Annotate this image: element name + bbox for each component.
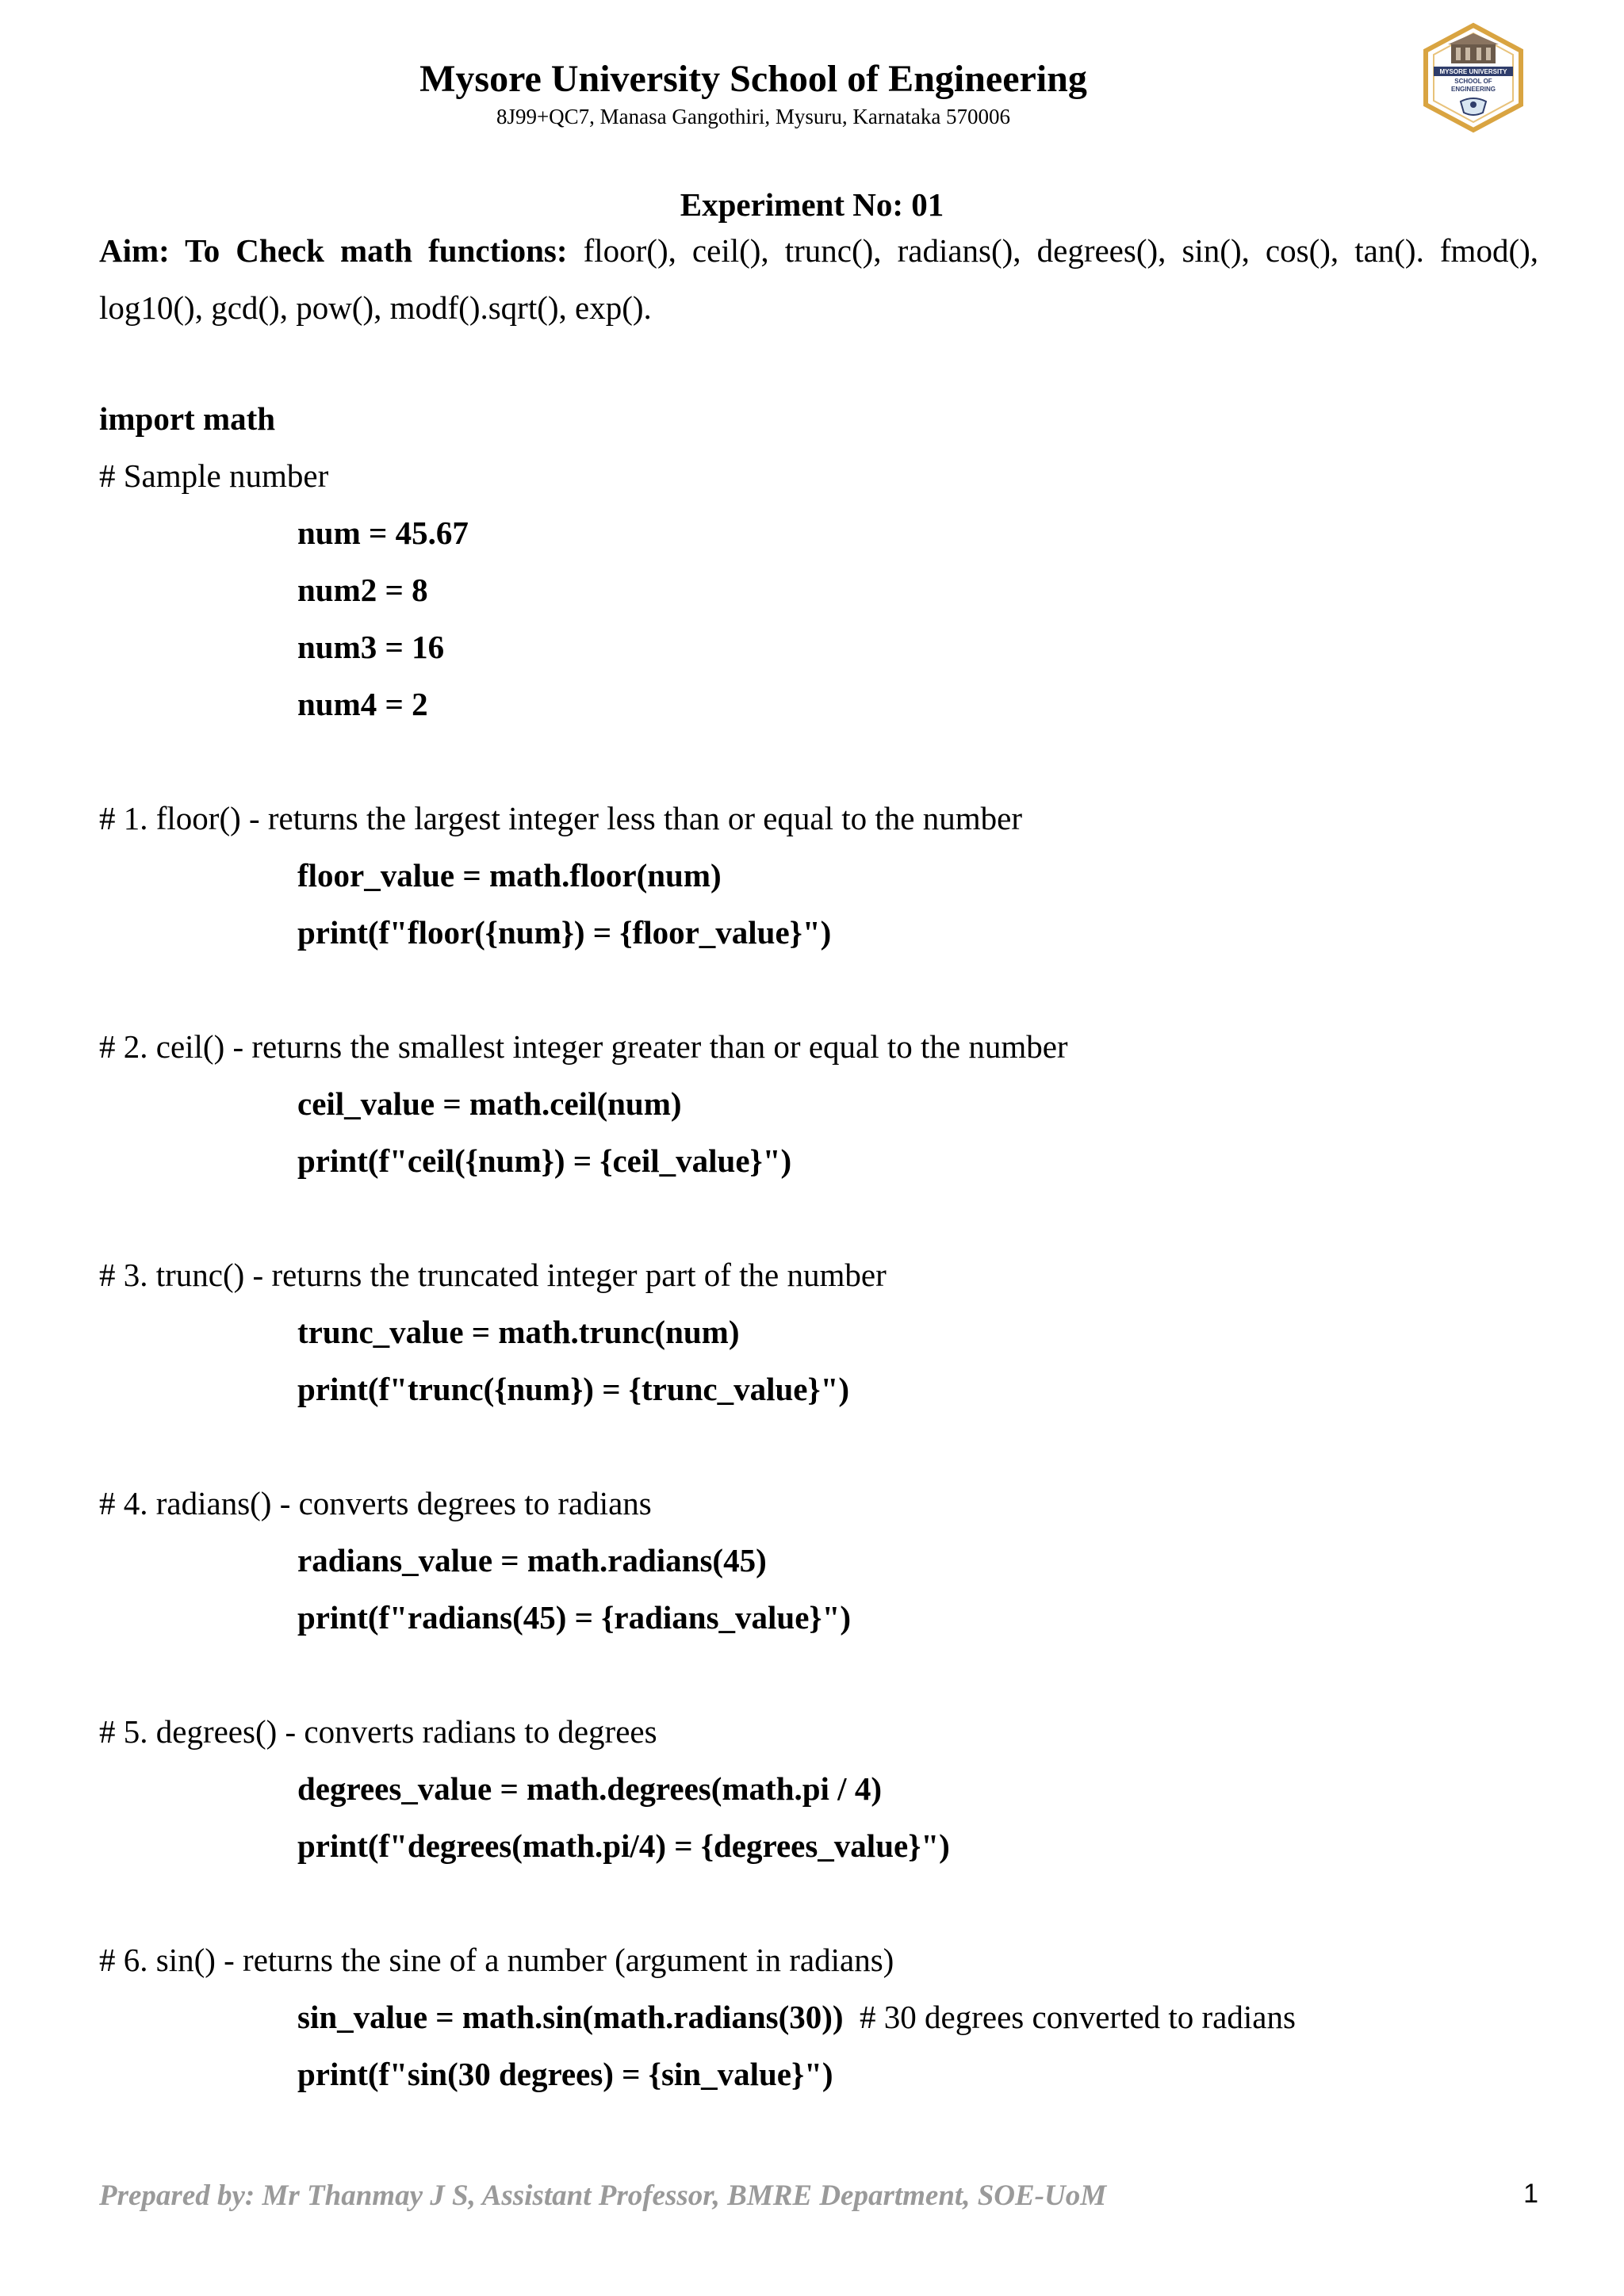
code-line	[99, 1760, 1538, 1817]
line-text: print(f"ceil({num}) = {ceil_value}")	[297, 1142, 792, 1179]
aim-functions-list: floor(), ceil(), trunc(), radians(), degrees(), sin(), cos(), tan(). fmod(), log10(), gcd(), pow(), modf().sqrt(), exp().	[99, 232, 1539, 326]
experiment-aim	[99, 222, 1538, 336]
code-line	[99, 618, 1538, 675]
line-text: print(f"radians(45) = {radians_value}")	[297, 1599, 852, 1636]
line-text: ceil_value = math.ceil(num)	[297, 1085, 682, 1122]
code-line	[99, 1360, 1538, 1418]
line-text: # 3. trunc() - returns the truncated integer part of the number	[99, 1257, 887, 1293]
logo-top-text: MYSORE UNIVERSITY	[1439, 68, 1507, 75]
comment-line	[99, 1018, 1538, 1075]
blank-line	[99, 1189, 1538, 1246]
line-text: # 6. sin() - returns the sine of a number (argument in radians)	[99, 1942, 894, 1978]
line-text: print(f"floor({num}) = {floor_value}")	[297, 914, 832, 951]
comment-line	[99, 1931, 1538, 1988]
comment-line	[99, 447, 1538, 504]
line-text: print(f"degrees(math.pi/4) = {degrees_value}")	[297, 1827, 950, 1864]
page-header	[0, 55, 1507, 130]
line-text: # 4. radians() - converts degrees to radians	[99, 1485, 652, 1521]
page-footer	[99, 2179, 1538, 2218]
code-line	[99, 1589, 1538, 1646]
institution-name: Mysore University School of Engineering	[419, 58, 1087, 100]
line-text: sin_value = math.sin(math.radians(30))	[297, 1999, 844, 2035]
line-text: radians_value = math.radians(45)	[297, 1542, 767, 1578]
logo-bottom-text: SCHOOL OF ENGINEERING	[1450, 78, 1496, 93]
code-line	[99, 561, 1538, 618]
code-line	[99, 1817, 1538, 1874]
comment-line	[99, 1246, 1538, 1303]
inline-comment: # 30 degrees converted to radians	[843, 1999, 1296, 2035]
code-line	[99, 1075, 1538, 1132]
line-text: num = 45.67	[297, 515, 469, 551]
line-text: floor_value = math.floor(num)	[297, 857, 722, 894]
code-listing	[99, 390, 1538, 2103]
line-text: num2 = 8	[297, 572, 428, 608]
code-line	[99, 1532, 1538, 1589]
blank-line	[99, 1646, 1538, 1703]
page-number: 1	[1523, 2179, 1538, 2209]
blank-line	[99, 733, 1538, 790]
line-text: # 1. floor() - returns the largest integer less than or equal to the number	[99, 800, 1022, 836]
code-line	[99, 675, 1538, 733]
blank-line	[99, 1874, 1538, 1931]
line-text: import math	[99, 400, 276, 437]
comment-line	[99, 1703, 1538, 1760]
blank-line	[99, 961, 1538, 1018]
line-text: print(f"sin(30 degrees) = {sin_value}")	[297, 2056, 833, 2092]
prepared-by-note: Prepared by: Mr Thanmay J S, Assistant Professor, BMRE Department, SOE-UoM	[99, 2179, 1107, 2212]
aim-label: Aim: To Check math functions:	[99, 232, 568, 269]
code-line	[99, 2045, 1538, 2103]
code-line	[99, 1303, 1538, 1360]
line-text: trunc_value = math.trunc(num)	[297, 1314, 740, 1350]
code-line	[99, 1132, 1538, 1189]
university-crest-logo	[1419, 22, 1527, 133]
code-line	[99, 504, 1538, 561]
comment-line	[99, 1475, 1538, 1532]
comment-line	[99, 790, 1538, 847]
import-statement	[99, 390, 1538, 447]
institution-address: 8J99+QC7, Manasa Gangothiri, Mysuru, Karnataka 570006	[496, 105, 1011, 128]
line-text: # Sample number	[99, 457, 329, 494]
experiment-title: Experiment No: 01	[680, 186, 944, 223]
blank-line	[99, 1418, 1538, 1475]
line-text: print(f"trunc({num}) = {trunc_value}")	[297, 1371, 850, 1407]
line-text: num4 = 2	[297, 686, 428, 722]
line-text: num3 = 16	[297, 629, 445, 665]
line-text: degrees_value = math.degrees(math.pi / 4)	[297, 1770, 882, 1807]
line-text: # 5. degrees() - converts radians to degrees	[99, 1713, 657, 1750]
code-line	[99, 847, 1538, 904]
line-text: # 2. ceil() - returns the smallest integer greater than or equal to the number	[99, 1028, 1068, 1065]
code-line	[99, 904, 1538, 961]
code-line	[99, 1988, 1538, 2045]
